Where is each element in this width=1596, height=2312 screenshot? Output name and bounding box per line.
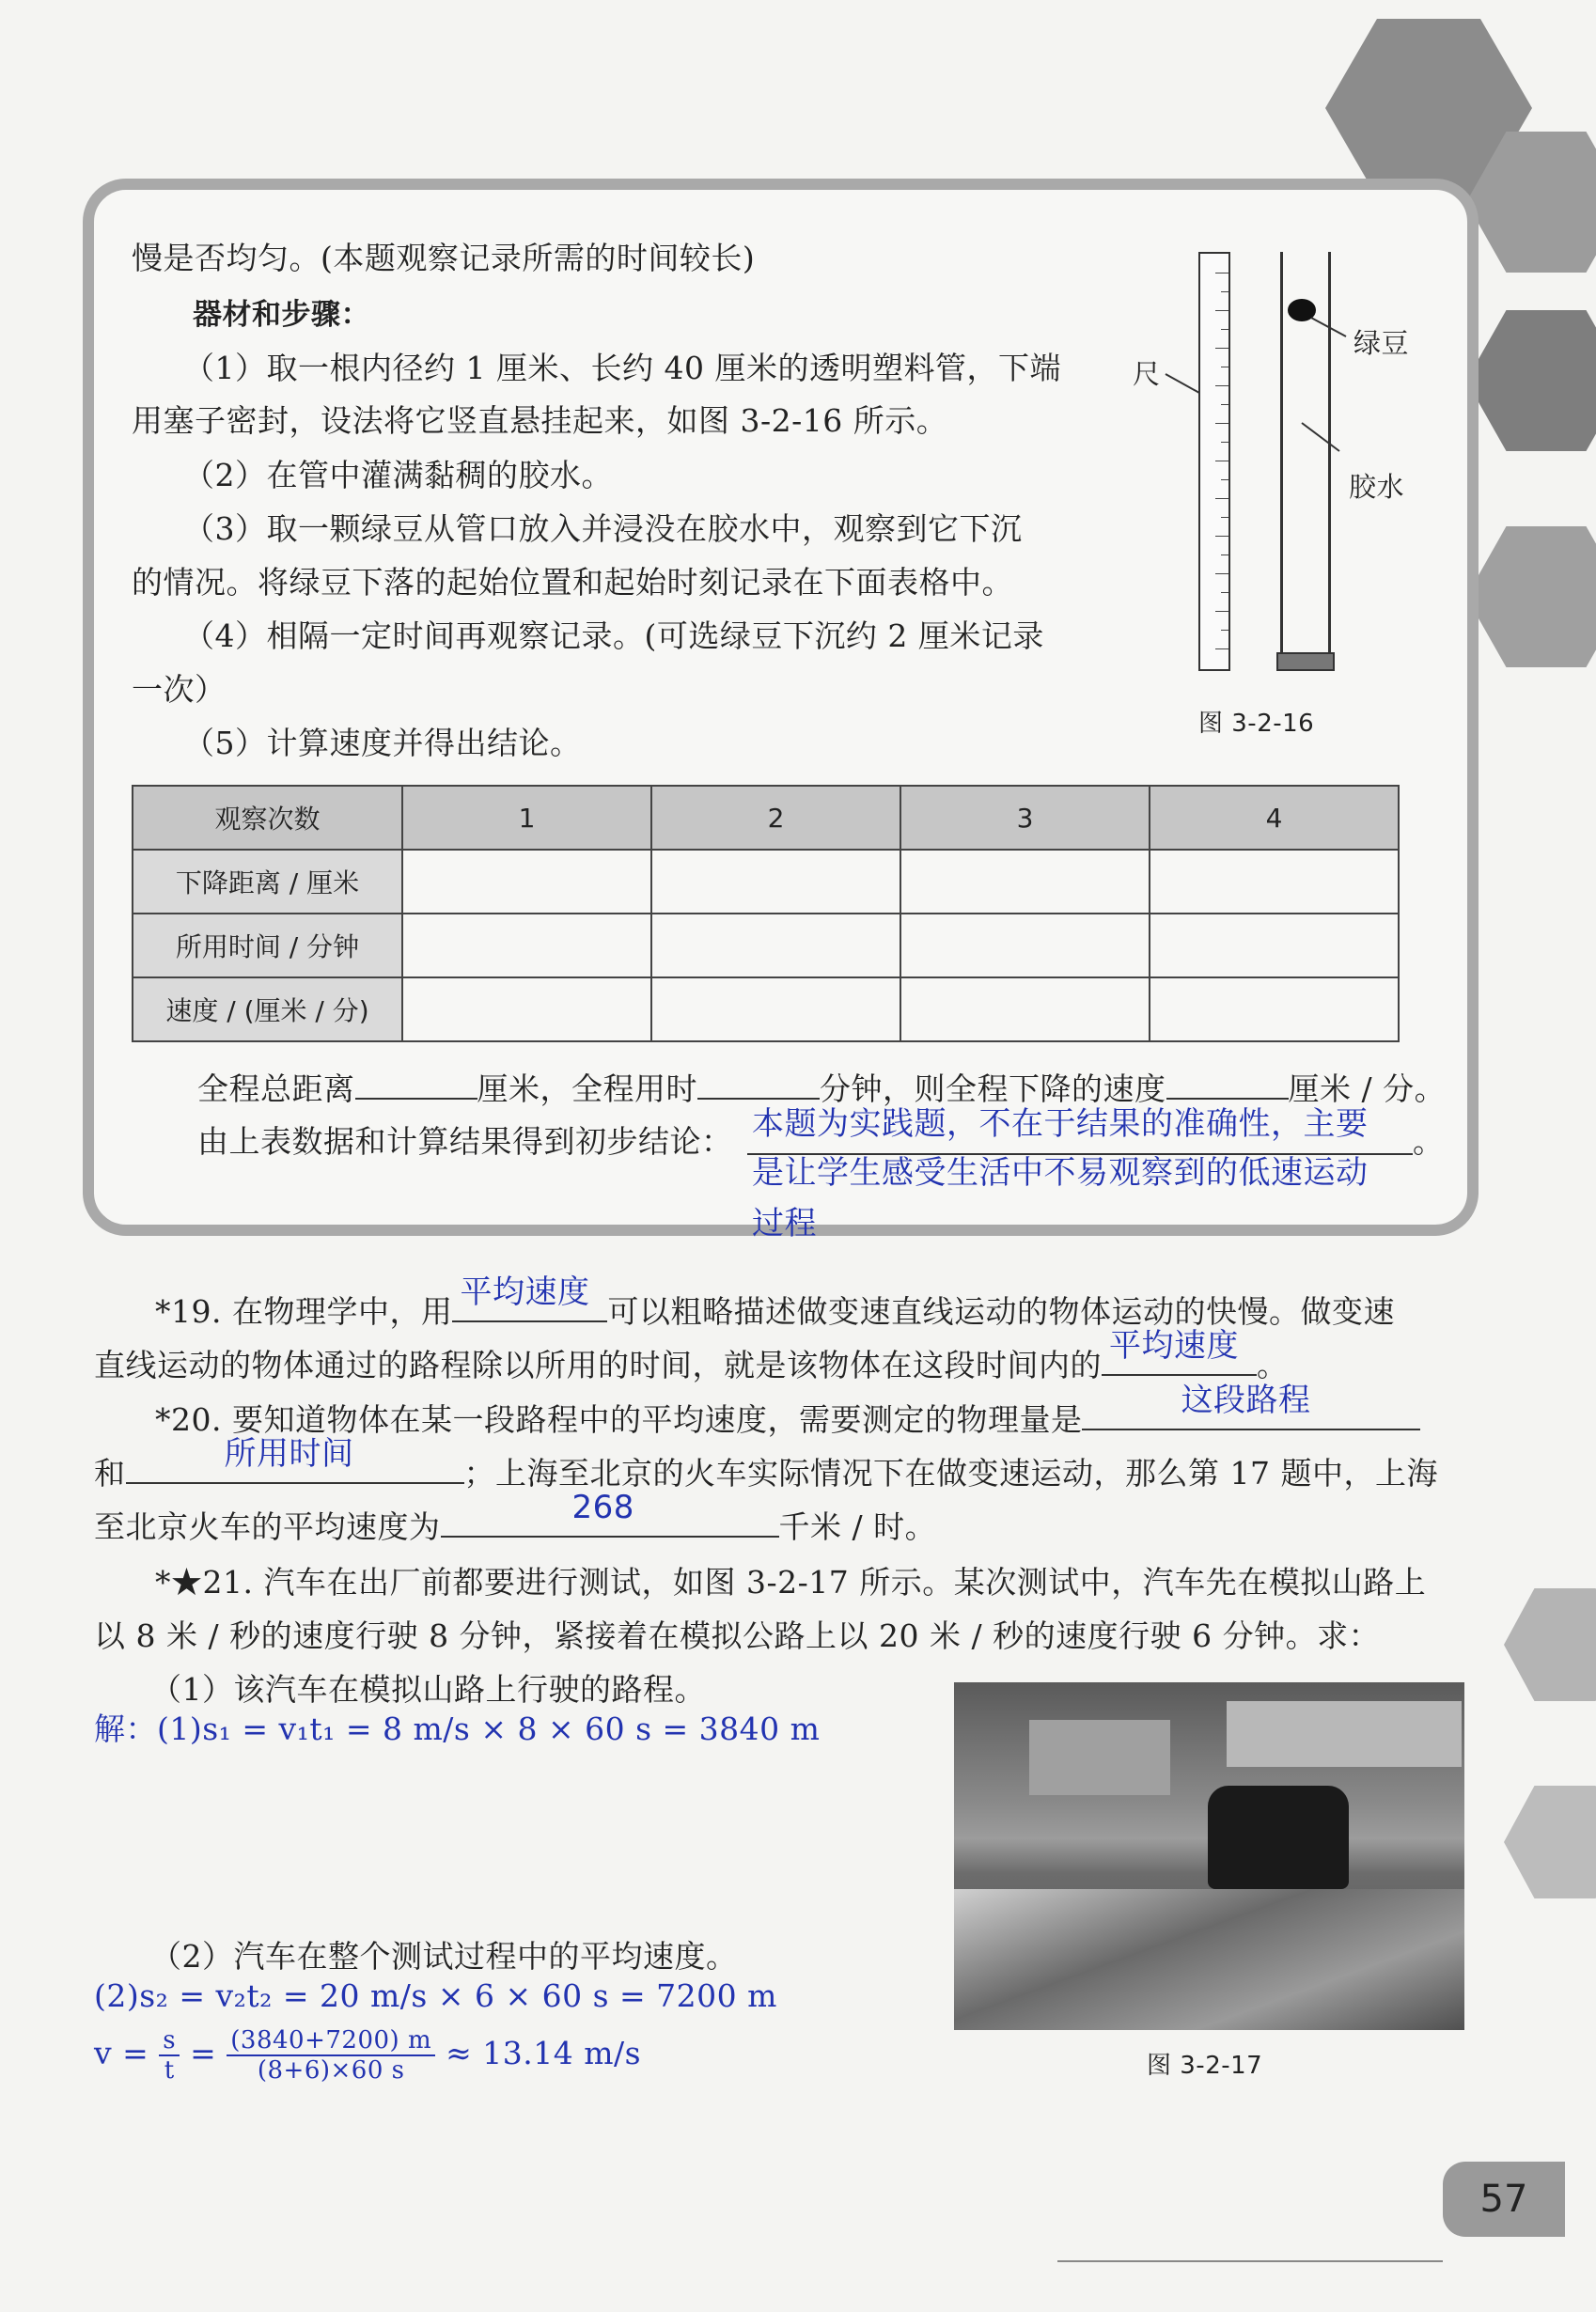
step-2: （2）在管中灌满黏稠的胶水。 bbox=[183, 457, 613, 493]
conclusion-end: 。 bbox=[1413, 1123, 1445, 1160]
figure-leader-lines bbox=[1128, 310, 1372, 498]
box-line-1: 慢是否均匀。(本题观察记录所需的时间较长) bbox=[132, 240, 756, 276]
figure-caption-3-2-17: 图 3-2-17 bbox=[1147, 2052, 1263, 2080]
q20-answer-1: 这段路程 bbox=[1181, 1382, 1311, 1419]
step-1b: 用塞子密封，设法将它竖直悬挂起来，如图 3-2-16 所示。 bbox=[132, 402, 948, 439]
materials-heading: 器材和步骤： bbox=[193, 298, 370, 332]
fraction-numerator: (3840+7200) m bbox=[227, 2026, 435, 2056]
table-cell[interactable] bbox=[651, 914, 900, 977]
row-label: 所用时间 / 分钟 bbox=[133, 914, 402, 977]
table-cell[interactable] bbox=[402, 977, 651, 1041]
table-row bbox=[133, 850, 1399, 914]
table-cell[interactable] bbox=[402, 850, 651, 914]
summary-text: 分钟，则全程下降的速度 bbox=[820, 1070, 1166, 1107]
q20-text: *20. 要知道物体在某一段路程中的平均速度，需要测定的物理量是 bbox=[155, 1401, 1083, 1438]
row-label: 速度 / (厘米 / 分) bbox=[133, 977, 402, 1041]
q20-text: ；上海至北京的火车实际情况下在做变速运动，那么第 17 题中，上海 bbox=[463, 1455, 1438, 1492]
car-test-photo bbox=[954, 1682, 1464, 2030]
fraction-numerator: s bbox=[159, 2026, 180, 2056]
formula-lhs: v = bbox=[94, 2035, 160, 2071]
step-5: （5）计算速度并得出结论。 bbox=[183, 725, 582, 761]
blank-total-distance[interactable] bbox=[355, 1070, 477, 1100]
q21-line-1: *★21. 汽车在出厂前都要进行测试，如图 3-2-17 所示。某次测试中，汽车先在模拟山路上 bbox=[155, 1564, 1427, 1601]
table-header-row bbox=[133, 786, 1399, 850]
q21-solution-2: (2)s₂ = v₂t₂ = 20 m/s × 6 × 60 s = 7200 m bbox=[94, 1977, 777, 2014]
q20-answer-3: 268 bbox=[571, 1489, 634, 1526]
label-ruler: 尺 bbox=[1133, 358, 1161, 390]
row-label: 下降距离 / 厘米 bbox=[133, 850, 402, 914]
blank-speed[interactable] bbox=[1166, 1070, 1289, 1100]
blank-total-time[interactable] bbox=[697, 1070, 820, 1100]
table-header-cell: 4 bbox=[1150, 786, 1399, 850]
summary-text: 全程总距离 bbox=[197, 1070, 355, 1107]
q19-text: *19. 在物理学中，用 bbox=[155, 1293, 453, 1330]
step-1a: （1）取一根内径约 1 厘米、长约 40 厘米的透明塑料管，下端 bbox=[183, 350, 1061, 386]
table-cell[interactable] bbox=[651, 977, 900, 1041]
q20-blank-3[interactable] bbox=[441, 1489, 779, 1538]
summary-text: 厘米 / 分。 bbox=[1288, 1070, 1447, 1107]
q19-blank-1[interactable] bbox=[452, 1273, 607, 1322]
q19-text: 直线运动的物体通过的路程除以所用的时间，就是该物体在这段时间内的 bbox=[94, 1347, 1102, 1383]
table-row bbox=[133, 914, 1399, 977]
q20-answer-2: 所用时间 bbox=[224, 1435, 354, 1473]
q20-blank-2[interactable] bbox=[126, 1435, 464, 1484]
table-cell[interactable] bbox=[1150, 977, 1399, 1041]
step-3a: （3）取一颗绿豆从管口放入并浸没在胶水中，观察到它下沉 bbox=[183, 510, 1023, 547]
table-header-cell: 3 bbox=[900, 786, 1150, 850]
footer-rule bbox=[1057, 2260, 1443, 2262]
hexagon-decoration bbox=[1504, 1588, 1596, 1701]
q19-blank-2[interactable] bbox=[1102, 1327, 1257, 1376]
table-header-cell: 1 bbox=[402, 786, 651, 850]
q19-text: 可以粗略描述做变速直线运动的物体运动的快慢。做变速 bbox=[607, 1293, 1395, 1330]
q21-line-2: 以 8 米 / 秒的速度行驶 8 分钟，紧接着在模拟公路上以 20 米 / 秒的速度行驶 6 分钟。求： bbox=[94, 1617, 1381, 1654]
q21-solution-1: 解：(1)s₁ = v₁t₁ = 8 m/s × 8 × 60 s = 3840 m bbox=[94, 1711, 821, 1747]
q20-line-3 bbox=[94, 1489, 937, 1546]
conclusion-prefix: 由上表数据和计算结果得到初步结论： bbox=[197, 1123, 733, 1160]
fraction-denominator: (8+6)×60 s bbox=[257, 2056, 405, 2085]
q19-answer-2: 平均速度 bbox=[1109, 1327, 1239, 1365]
table-header-cell: 观察次数 bbox=[133, 786, 402, 850]
q20-text: 和 bbox=[94, 1455, 126, 1492]
formula-rhs: ≈ 13.14 m/s bbox=[446, 2035, 642, 2071]
page-number: 57 bbox=[1443, 2162, 1565, 2237]
conclusion-answer-3: 过程 bbox=[752, 1205, 817, 1242]
table-cell[interactable] bbox=[900, 914, 1150, 977]
q20-text: 千米 / 时。 bbox=[778, 1508, 937, 1545]
hexagon-decoration bbox=[1504, 1786, 1596, 1898]
step-4a: （4）相隔一定时间再观察记录。(可选绿豆下沉约 2 厘米记录 bbox=[183, 617, 1044, 654]
tube-plug-illustration bbox=[1276, 652, 1335, 671]
figure-caption-3-2-16: 图 3-2-16 bbox=[1198, 710, 1315, 738]
q20-text: 至北京火车的平均速度为 bbox=[94, 1508, 441, 1545]
table-cell[interactable] bbox=[1150, 850, 1399, 914]
q19-line-1 bbox=[155, 1273, 1395, 1331]
table-cell[interactable] bbox=[651, 850, 900, 914]
summary-line bbox=[197, 1070, 1446, 1108]
label-glue: 胶水 bbox=[1349, 471, 1405, 503]
table-cell[interactable] bbox=[402, 914, 651, 977]
hexagon-decoration bbox=[1466, 310, 1596, 451]
conclusion-answer-1: 本题为实践题，不在于结果的准确性，主要 bbox=[752, 1105, 1369, 1143]
table-cell[interactable] bbox=[900, 977, 1150, 1041]
q20-line-1 bbox=[155, 1382, 1420, 1439]
table-cell[interactable] bbox=[900, 850, 1150, 914]
step-3b: 的情况。将绿豆下落的起始位置和起始时刻记录在下面表格中。 bbox=[132, 564, 1013, 601]
table-cell[interactable] bbox=[1150, 914, 1399, 977]
conclusion-answer-2: 是让学生感受生活中不易观察到的低速运动 bbox=[752, 1154, 1369, 1192]
table-row bbox=[133, 977, 1399, 1041]
q19-text: 。 bbox=[1257, 1347, 1289, 1383]
q20-blank-1[interactable] bbox=[1082, 1382, 1420, 1430]
q21-part-1: （1）该汽车在模拟山路上行驶的路程。 bbox=[150, 1671, 706, 1708]
table-header-cell: 2 bbox=[651, 786, 900, 850]
observation-table bbox=[132, 785, 1400, 1042]
q20-line-2 bbox=[94, 1435, 1438, 1492]
q19-answer-1: 平均速度 bbox=[460, 1273, 590, 1311]
q21-part-2: （2）汽车在整个测试过程中的平均速度。 bbox=[150, 1938, 738, 1975]
q19-line-2 bbox=[94, 1327, 1289, 1384]
q21-solution-3: v = $\frac{s}{t}$ = $\frac{(3840+7200) m}{(8+6)\times 60 s}$ ≈ 13.14 m/s bbox=[94, 2026, 642, 2085]
fraction-denominator: t bbox=[164, 2056, 175, 2085]
label-bean: 绿豆 bbox=[1353, 327, 1410, 359]
step-4b: 一次） bbox=[132, 671, 227, 708]
hexagon-decoration bbox=[1466, 526, 1596, 667]
summary-text: 厘米，全程用时 bbox=[477, 1070, 697, 1107]
